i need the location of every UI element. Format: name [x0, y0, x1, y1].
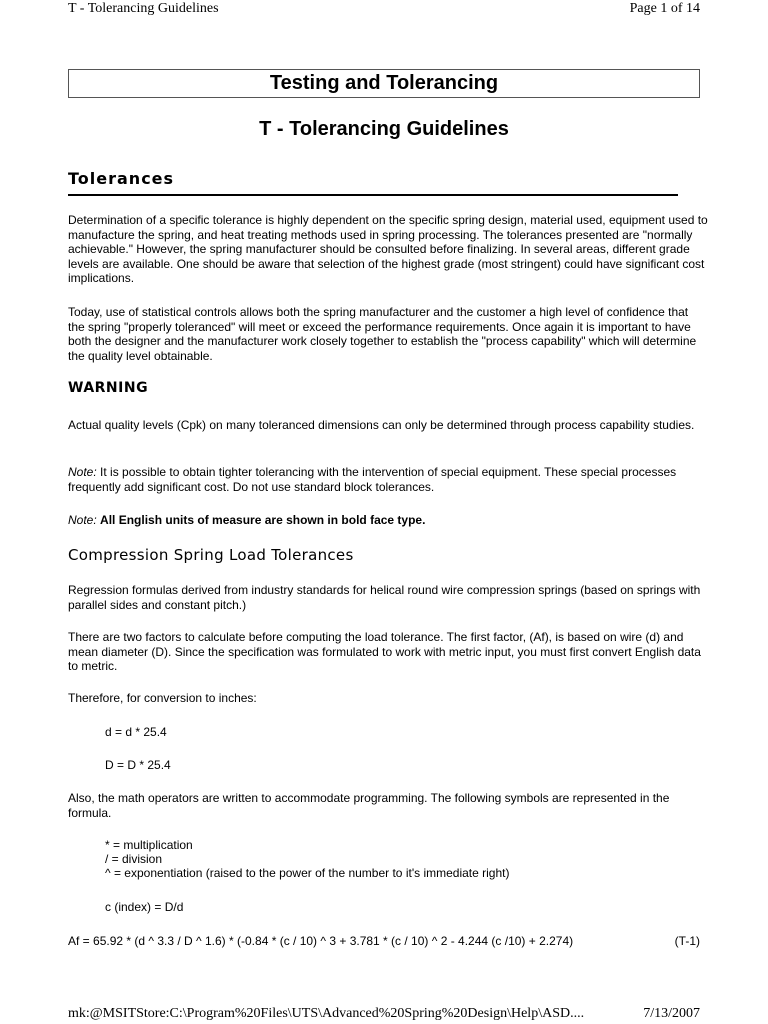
note-english-units: [68, 513, 708, 528]
note-text: It is possible to obtain tighter tolerancing with the intervention of special equipment. These special processes frequently add significant cost. Do not use standard block tolerances.: [68, 465, 677, 494]
warning-heading: WARNING: [68, 380, 149, 396]
document-title-box: Testing and Tolerancing: [68, 69, 700, 98]
formula-index: c (index) = D/d: [105, 900, 184, 914]
footer-date: 7/13/2007: [643, 1006, 700, 1021]
formula-mean-diameter: D = D * 25.4: [105, 758, 171, 772]
note-label: Note:: [68, 465, 97, 479]
header-title: T - Tolerancing Guidelines: [68, 1, 219, 16]
paragraph-intro: Determination of a specific tolerance is highly dependent on the specific spring design, material used, equipment used to manufacture the spring, and heat treating methods used in spring processing. The tolerances presented are "normally achievable." However, the spring manufacturer should be consulted before finalizing. In several areas, different grade levels are available. One should be aware that selection of the highest grade (most stringent) could have significant cost implications.: [68, 213, 708, 286]
section-divider: [68, 194, 678, 196]
formula-number: (T-1): [674, 934, 700, 948]
paragraph-statistical-controls: Today, use of statistical controls allows both the spring manufacturer and the customer a high level of confidence that the spring "properly toleranced" will meet or exceed the performance requirements. Once again it is important to have both the designer and the manufacturer work closely together to establish the "process capability" which will determine the quality level obtainable.: [68, 305, 697, 363]
formula-wire-diameter: d = d * 25.4: [105, 725, 167, 739]
note-text-bold: All English units of measure are shown in bold face type.: [100, 513, 426, 527]
note-special-equipment: [68, 465, 708, 494]
note-label: Note:: [68, 513, 97, 527]
document-subtitle: T - Tolerancing Guidelines: [259, 118, 509, 140]
paragraph-two-factors: There are two factors to calculate before computing the load tolerance. The first factor, (Af), is based on wire (d) and mean diameter (D). Since the specification was formulated to work with metric input, you must first convert English data to metric.: [68, 630, 701, 674]
section-heading-compression: Compression Spring Load Tolerances: [68, 546, 354, 564]
paragraph-quality-levels: Actual quality levels (Cpk) on many toleranced dimensions can only be determined through process capability studies.: [68, 418, 695, 432]
section-heading-tolerances: Tolerances: [68, 169, 175, 188]
paragraph-math-operators: Also, the math operators are written to accommodate programming. The following symbols are represented in the formula.: [68, 791, 670, 820]
page-number: Page 1 of 14: [629, 1, 700, 16]
paragraph-conversion: Therefore, for conversion to inches:: [68, 691, 257, 705]
footer-url: mk:@MSITStore:C:\Program%20Files\UTS\Advanced%20Spring%20Design\Help\ASD....: [68, 1006, 585, 1021]
symbol-list-item: ^ = exponentiation (raised to the power of the number to it's immediate right): [105, 866, 510, 880]
formula-af: Af = 65.92 * (d ^ 3.3 / D ^ 1.6) * (-0.84 * (c / 10) ^ 3 + 3.781 * (c / 10) ^ 2 - 4.244 (c /10) + 2.274): [68, 934, 574, 948]
symbol-list-item: * = multiplication: [105, 838, 193, 852]
paragraph-regression: Regression formulas derived from industry standards for helical round wire compression springs (based on springs with parallel sides and constant pitch.): [68, 583, 701, 612]
symbol-list-item: / = division: [105, 852, 163, 866]
